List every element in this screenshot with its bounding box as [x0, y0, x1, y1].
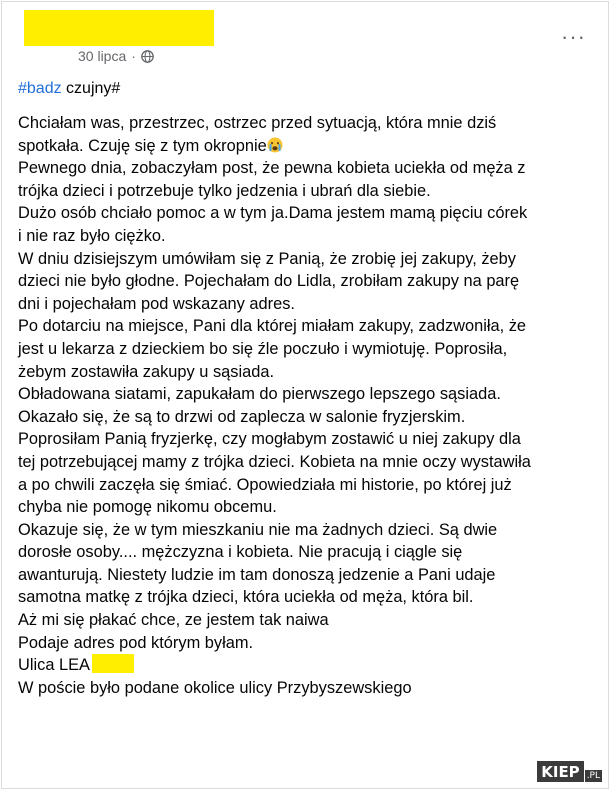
more-options-icon[interactable]: ···: [561, 24, 586, 49]
post-line: Dużo osób chciało pomoc a w tym ja.Dama jestem mamą pięciu córek: [18, 204, 528, 223]
site-watermark: [537, 761, 602, 782]
post-line: Obładowana siatami, zapukałam do pierwszego lepszego sąsiada.: [18, 385, 501, 404]
post-line: a po chwili zaczęła się śmiać. Opowiedziała mi historie, po której już: [18, 475, 512, 494]
post-line: żebym zostawiła zakupy u sąsiada.: [18, 362, 274, 381]
post-date[interactable]: 30 lipca: [78, 48, 127, 64]
hashtag-line: [18, 80, 120, 98]
post-line: samotna matkę z trójka dzieci, która uciekła od męża, która bil.: [18, 588, 474, 607]
meta-separator: ·: [131, 48, 136, 64]
redacted-author-name: [24, 10, 214, 46]
crying-face-icon: [267, 137, 283, 153]
post-line: Ulica LEA: [18, 656, 90, 675]
post-line-street: [18, 654, 598, 677]
post-line: jest u lekarza z dzieckiem bo się źle poczuło i wymiotuję. Poprosiła,: [18, 339, 508, 358]
post-line: Pewnego dnia, zobaczyłam post, że pewna kobieta uciekła od męża z: [18, 159, 526, 178]
post-line: Chciałam was, przestrzec, ostrzec przed sytuacją, która mnie dziś: [18, 114, 497, 132]
post-meta: [78, 48, 154, 64]
hashtag-rest: czujny#: [61, 80, 121, 97]
post-line: awanturują. Niestety ludzie im tam donoszą jedzenie a Pani udaje: [18, 565, 496, 584]
post-line: Po dotarciu na miejsce, Pani dla której miałam zakupy, zadzwoniła, że: [18, 317, 527, 336]
post-text: [18, 112, 598, 699]
post-line: Okazuje się, że w tym mieszkaniu nie ma żadnych dzieci. Są dwie: [18, 520, 498, 539]
hashtag-link[interactable]: #badz: [18, 80, 62, 97]
post-line: spotkała. Czuję się z tym okropnie: [18, 136, 267, 155]
post-line: dni i pojechałam pod wskazany adres.: [18, 294, 295, 313]
post-line: i nie raz było ciężko.: [18, 226, 166, 245]
post-line: Okazało się, że są to drzwi od zaplecza w salonie fryzjerskim.: [18, 407, 466, 426]
post-line: Podaje adres pod którym byłam.: [18, 633, 254, 652]
post-line: Aż mi się płakać chce, ze jestem tak naiwa: [18, 611, 329, 630]
post-line: tej potrzebującej mamy z trójka dzieci. Kobieta na mnie oczy wystawiła: [18, 452, 531, 471]
post-line-with-emoji: [18, 135, 598, 158]
watermark-domain: .PL: [586, 771, 600, 781]
post-line: W dniu dzisiejszym umówiłam się z Panią, że zrobię jej zakupy, żeby: [18, 249, 516, 268]
post-line: dorosłe osoby.... mężczyzna i kobieta. Nie pracują i ciągle się: [18, 543, 463, 562]
redacted-street-name: [92, 654, 134, 673]
post-line: trójka dzieci i potrzebuje tylko jedzenia i ubrań dla siebie.: [18, 181, 431, 200]
post-line: W poście było podane okolice ulicy Przybyszewskiego: [18, 678, 412, 697]
watermark-logo: KIEP: [537, 761, 583, 782]
globe-icon[interactable]: [141, 50, 154, 63]
post-line: chyba nie pomogę nikomu obcemu.: [18, 498, 277, 517]
post-line: Poprosiłam Panią fryzjerkę, czy mogłabym zostawić u niej zakupy dla: [18, 430, 521, 449]
post-line: dzieci nie było głodne. Pojechałam do Lidla, zrobiłam zakupy na parę: [18, 272, 520, 291]
